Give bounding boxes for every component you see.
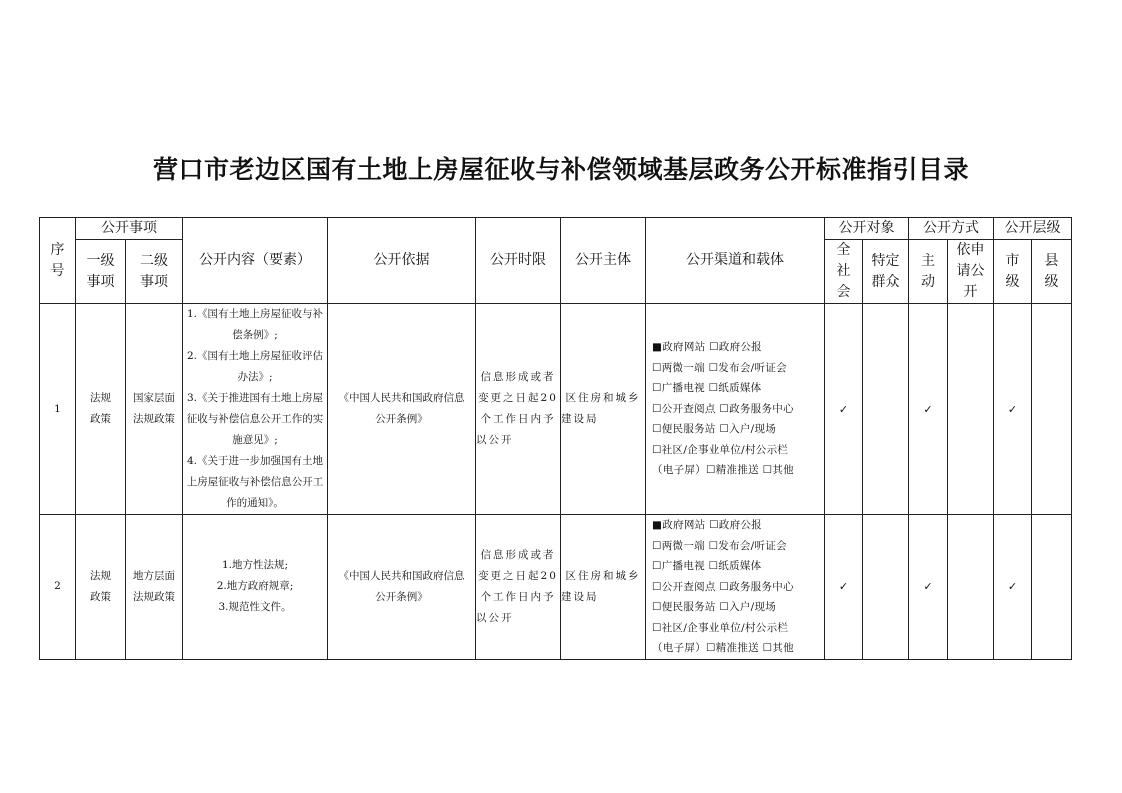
row-level1: 法规政策 (76, 304, 126, 515)
row-level2: 国家层面法规政策 (126, 304, 183, 515)
content-item: 3.规范性文件。 (218, 601, 292, 614)
header-whole-society: 全社会 (825, 240, 863, 304)
channel-line: ☐两微一端 ☐发布会/听证会 (652, 361, 787, 374)
row-subject: 区住房和城乡建设局 (561, 304, 646, 515)
channel-line: ☐便民服务站 ☐入户/现场 (652, 423, 777, 436)
check-county (1032, 304, 1072, 515)
channel-line: （电子屏）☐精准推送 ☐其他 (652, 464, 794, 477)
header-level1: 一级事项 (76, 240, 126, 304)
channel-line: ☐广播电视 ☐纸质媒体 (652, 560, 762, 572)
channel-line: ☐社区/企事业单位/村公示栏 (652, 443, 789, 456)
header-time-limit: 公开时限 (476, 218, 561, 304)
check-whole-society: ✓ (825, 515, 863, 660)
row-content (183, 515, 328, 660)
check-city: ✓ (994, 515, 1032, 660)
channel-line: ☐社区/企事业单位/村公示栏 (652, 621, 789, 634)
check-on-request (948, 304, 994, 515)
channel-line: ■政府网站 ☐政府公报 (652, 519, 762, 531)
channel-line: ☐广播电视 ☐纸质媒体 (652, 382, 762, 395)
row-time-limit: 信息形成或者变更之日起20个工作日内予以公开 (476, 515, 561, 660)
content-item: 2.《国有土地上房屋征收评估办法》; (186, 350, 324, 383)
row-channels (646, 304, 825, 515)
header-level2: 二级事项 (126, 240, 183, 304)
check-county (1032, 515, 1072, 660)
channel-line: ☐公开查阅点 ☐政务服务中心 (652, 402, 794, 415)
channel-line: ☐便民服务站 ☐入户/现场 (652, 601, 777, 613)
row-time-limit: 信息形成或者变更之日起20个工作日内予以公开 (476, 304, 561, 515)
header-group-items: 公开事项 (76, 218, 183, 240)
disclosure-directory-table (39, 217, 1072, 660)
content-item: 1.地方性法规; (221, 559, 289, 572)
table-row (40, 304, 1072, 515)
header-on-request: 依申请公开 (948, 240, 994, 304)
check-specific-group (863, 515, 909, 660)
header-specific-group: 特定群众 (863, 240, 909, 304)
channel-line: ☐两微一端 ☐发布会/听证会 (652, 539, 787, 552)
check-city: ✓ (994, 304, 1032, 515)
row-level2: 地方层面法规政策 (126, 515, 183, 660)
header-group-method: 公开方式 (909, 218, 994, 240)
row-channels (646, 515, 825, 660)
header-group-object: 公开对象 (825, 218, 909, 240)
row-basis: 《中国人民共和国政府信息公开条例》 (328, 304, 476, 515)
row-content (183, 304, 328, 515)
channel-line: （电子屏）☐精准推送 ☐其他 (652, 642, 794, 654)
header-channel: 公开渠道和载体 (646, 218, 825, 304)
header-basis: 公开依据 (328, 218, 476, 304)
check-active: ✓ (909, 515, 948, 660)
check-on-request (948, 515, 994, 660)
row-basis: 《中国人民共和国政府信息公开条例》 (328, 515, 476, 660)
table-row (40, 515, 1072, 660)
header-content: 公开内容（要素） (183, 218, 328, 304)
row-level1: 法规政策 (76, 515, 126, 660)
header-city: 市级 (994, 240, 1032, 304)
row-subject: 区住房和城乡建设局 (561, 515, 646, 660)
content-item: 1.《国有土地上房屋征收与补偿条例》; (186, 308, 324, 341)
check-active: ✓ (909, 304, 948, 515)
header-subject: 公开主体 (561, 218, 646, 304)
header-group-level: 公开层级 (994, 218, 1072, 240)
header-seq: 序号 (40, 218, 76, 304)
channel-line: ■政府网站 ☐政府公报 (652, 341, 762, 354)
check-whole-society: ✓ (825, 304, 863, 515)
header-active: 主动 (909, 240, 948, 304)
header-county: 县级 (1032, 240, 1072, 304)
content-item: 4.《关于进一步加强国有土地上房屋征收与补偿信息公开工作的通知》。 (186, 455, 324, 509)
row-seq: 1 (40, 304, 76, 515)
content-item: 2.地方政府规章; (216, 580, 294, 593)
content-item: 3.《关于推进国有土地上房屋征收与补偿信息公开工作的实施意见》; (186, 392, 324, 446)
channel-line: ☐公开查阅点 ☐政务服务中心 (652, 580, 794, 593)
row-seq: 2 (40, 515, 76, 660)
document-title: 营口市老边区国有土地上房屋征收与补偿领域基层政务公开标准指引目录 (152, 155, 969, 184)
check-specific-group (863, 304, 909, 515)
